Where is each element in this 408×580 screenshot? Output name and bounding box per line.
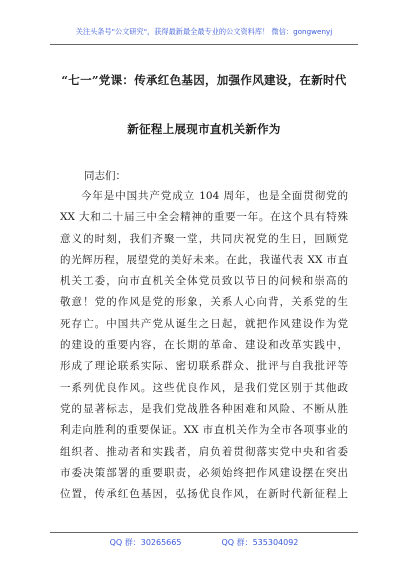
header-divider — [50, 44, 358, 45]
footer-qq-group-2: QQ 群：535304092 — [221, 538, 299, 547]
body-line: 敬意！党的作风是党的形象，关系人心向背，关系党的生 — [60, 296, 348, 309]
document-title-line-2: 新征程上展现市直机关新作为 — [127, 122, 281, 136]
body-line: 的建设的重要内容，在长期的革命、建设和改革实践中， — [60, 339, 348, 352]
body-line: 位置，传承红色基因，弘扬优良作风，在新时代新征程上 — [60, 488, 348, 501]
body-line: 党的显著标志，是我们党战胜各种困难和风险、不断从胜 — [60, 402, 348, 415]
header-promo-note: 关注头条号"公文研究"，获得最新最全最专业的公文资料库！ 微信：gongwenyj — [75, 27, 333, 36]
body-line: 组织者、推动者和实践者，肩负着贯彻落实党中央和省委 — [60, 445, 348, 458]
footer-divider — [50, 532, 358, 533]
body-line: 一系列优良作风。这些优良作风，是我们党区别于其他政 — [60, 381, 348, 394]
body-line: 今年是中国共产党成立 104 周年，也是全面贯彻党的 — [81, 190, 348, 202]
document-title-line-1: “七一”党课：传承红色基因，加强作风建设，在新时代 — [61, 73, 347, 87]
body-line: 机关工委，向市直机关全体党员致以节日的问候和崇高的 — [60, 275, 348, 288]
body-line: 的光辉历程，展望党的美好未来。在此，我谨代表 XX 市直 — [60, 253, 348, 266]
body-line: 死存亡。中国共产党从诞生之日起，就把作风建设作为党 — [60, 317, 348, 330]
footer-qq-group-1: QQ 群：30265665 — [109, 538, 182, 547]
body-line: 市委决策部署的重要职责，必须始终把作风建设摆在突出 — [60, 466, 348, 479]
body-line: XX 大和二十届三中全会精神的重要一年。在这个具有特殊 — [60, 211, 348, 224]
footer — [0, 537, 408, 548]
salutation: 同志们： — [84, 170, 126, 182]
body-line: 利走向胜利的重要保证。XX 市直机关作为全市各项事业的 — [60, 424, 348, 437]
body-line: 意义的时刻，我们齐聚一堂，共同庆祝党的生日，回顾党 — [60, 232, 348, 245]
body-line: 形成了理论联系实际、密切联系群众、批评与自我批评等 — [60, 360, 348, 373]
document-body — [60, 186, 348, 505]
